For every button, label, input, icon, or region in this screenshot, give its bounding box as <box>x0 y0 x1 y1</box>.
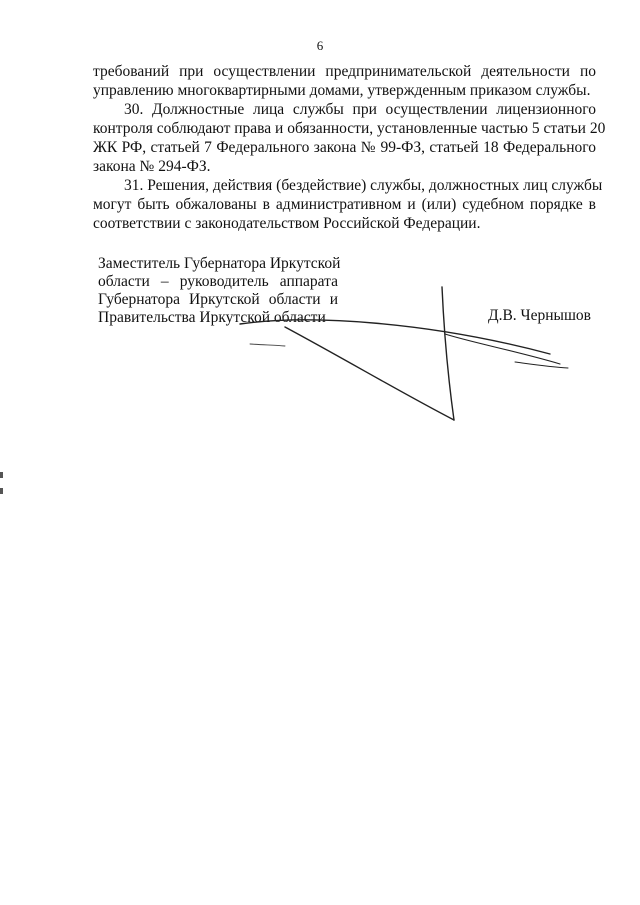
body-line-1: требований при осуществлении предпринимательской деятельности по <box>93 63 596 80</box>
body-line-8: могут быть обжалованы в административном и (или) судебном порядке в <box>93 196 596 213</box>
signatory-title-line-1: Заместитель Губернатора Иркутской <box>98 255 341 272</box>
body-line-5: ЖК РФ, статьей 7 Федерального закона № 99-ФЗ, статьей 18 Федерального <box>93 139 596 156</box>
body-line-3: 30. Должностные лица службы при осуществлении лицензионного <box>124 101 596 118</box>
signatory-title-line-2: области – руководитель аппарата <box>98 273 338 290</box>
signatory-title-line-4: Правительства Иркутской области <box>98 309 326 326</box>
body-line-9: соответствии с законодательством Российской Федерации. <box>93 215 481 232</box>
signatory-title-line-3: Губернатора Иркутской области и <box>98 291 338 308</box>
margin-mark <box>0 488 3 494</box>
body-line-7: 31. Решения, действия (бездействие) службы, должностных лиц службы <box>124 177 603 194</box>
margin-mark <box>0 472 3 478</box>
signatory-name: Д.В. Чернышов <box>488 307 591 324</box>
page-number: 6 <box>316 38 324 53</box>
body-line-4: контроля соблюдают права и обязанности, установленные частью 5 статьи 20 <box>93 120 606 137</box>
body-line-2: управлению многоквартирными домами, утвержденным приказом службы. <box>93 82 591 99</box>
body-line-6: закона № 294-ФЗ. <box>93 158 211 175</box>
